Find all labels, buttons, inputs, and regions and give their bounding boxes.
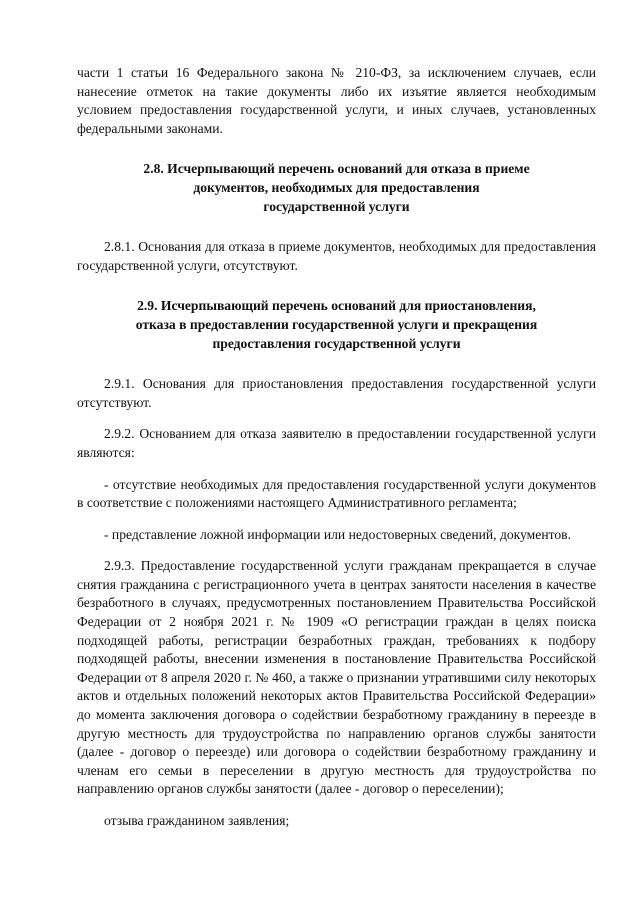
section-heading-2-9 xyxy=(77,297,596,353)
document-page xyxy=(77,64,596,831)
paragraph-2-9-3: 2.9.3. Предоставление государственной услуги гражданам прекращается в случае снятия гражданина с регистрационного учета в центрах занятости населения в качестве безработного в случаях, предусмотренных постановлением Правительства Российской Федерации от 2 ноября 2021 г. № 1909 «О регистрации граждан в целях поиска подходящей работы, регистрации безработных граждан, требованиях к подбору подходящей работы, внесении изменения в постановление Правительства Российской Федерации от 8 апреля 2020 г. № 460, а также о признании утратившими силу некоторых актов и отдельных положений некоторых актов Правительства Российской Федерации» до момента заключения договора о содействии безработному гражданину в переезде в другую местность для трудоустройства по направлению органов службы занятости (далее - договор о переезде) или договора о содействии безработному гражданину и членам его семьи в переселении в другую местность для трудоустройства по направлению органов службы занятости (далее - договор о переселении); xyxy=(77,558,596,797)
heading-line: документов, необходимых для предоставления xyxy=(193,179,480,195)
list-item: - представление ложной информации или недостоверных сведений, документов. xyxy=(104,526,571,542)
heading-line: предоставления государственной услуги xyxy=(212,335,461,351)
heading-line: 2.9. Исчерпывающий перечень оснований для приостановления, xyxy=(137,298,536,314)
paragraph-2-8-1: 2.8.1. Основания для отказа в приеме документов, необходимых для предоставления государственной услуги, отсутствуют. xyxy=(77,239,596,273)
heading-line: отказа в предоставлении государственной услуги и прекращения xyxy=(135,316,538,332)
heading-line: государственной услуги xyxy=(263,198,410,214)
section-heading-2-8 xyxy=(77,160,596,216)
heading-line: 2.8. Исчерпывающий перечень оснований для отказа в приеме xyxy=(143,161,530,177)
paragraph-withdrawal: отзыва гражданином заявления; xyxy=(104,813,290,828)
paragraph-continuation: части 1 статьи 16 Федерального закона № 210-ФЗ, за исключением случаев, если нанесение отметок на такие документы либо их изъятие является необходимым условием предоставления государственной услуги, и иных случаев, установленных федеральными законами. xyxy=(77,65,596,136)
list-item: - отсутствие необходимых для предоставления государственной услуги документов в соответствие с положениями настоящего Административного регламента; xyxy=(77,476,596,511)
paragraph-2-9-2: 2.9.2. Основанием для отказа заявителю в предоставлении государственной услуги являются: xyxy=(77,426,596,460)
paragraph-2-9-1: 2.9.1. Основания для приостановления предоставления государственной услуги отсутствуют. xyxy=(77,376,596,410)
